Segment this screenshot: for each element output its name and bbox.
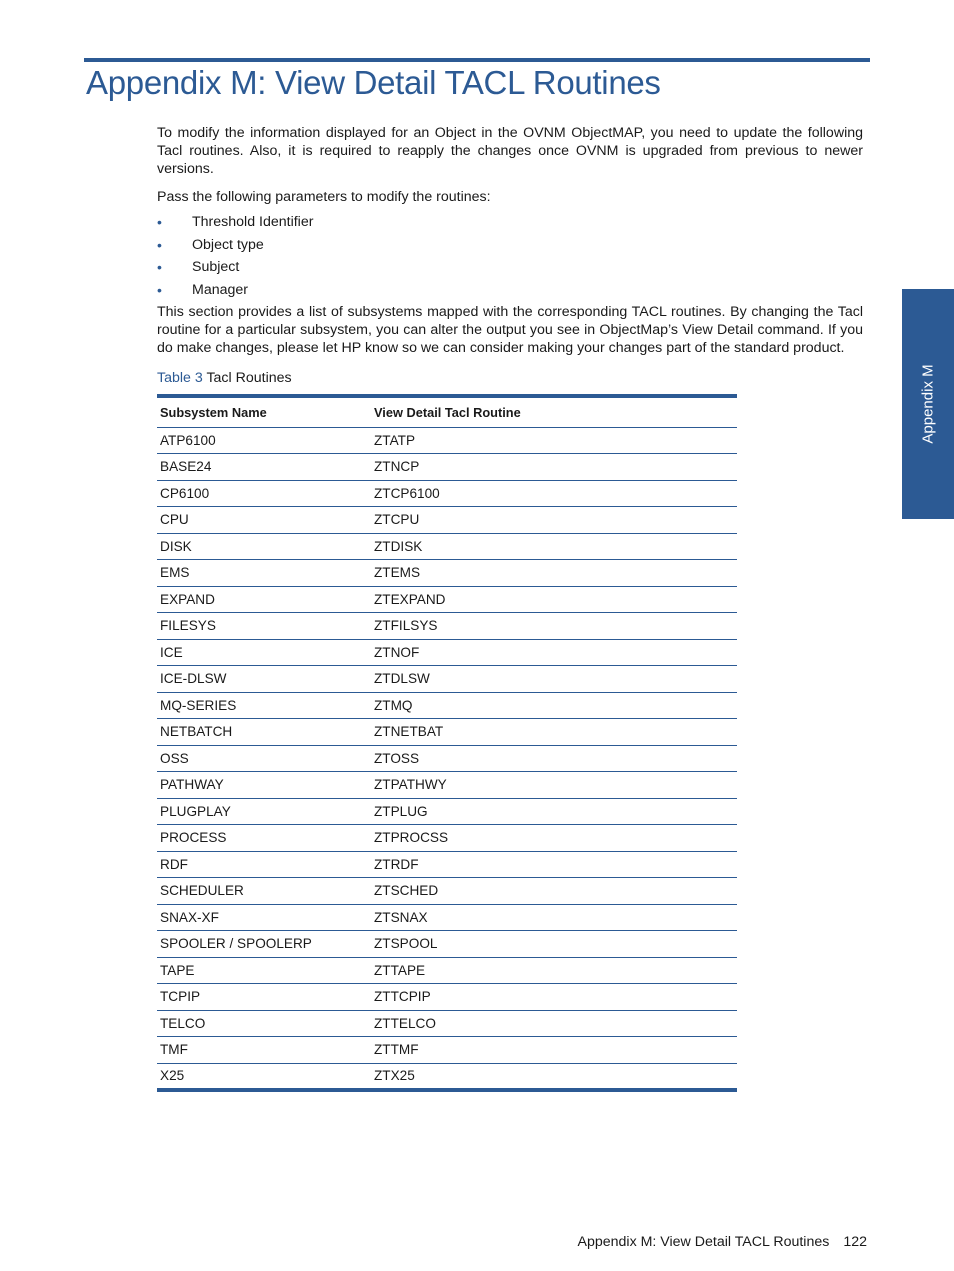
table-row [157,586,737,613]
subsystem-cell: TCPIP [157,984,371,1011]
subsystem-cell: X25 [157,1063,371,1090]
table-row [157,851,737,878]
bullet-icon: • [157,259,162,275]
table-row [157,454,737,481]
table-row [157,825,737,852]
table-row [157,931,737,958]
table-row [157,984,737,1011]
table-row [157,427,737,454]
table-row [157,798,737,825]
routine-cell: ZTDLSW [371,666,737,693]
page-title: Appendix M: View Detail TACL Routines [86,64,661,101]
table-row [157,772,737,799]
subsystem-cell: EMS [157,560,371,587]
intro-paragraph: To modify the information displayed for an Object in the OVNM ObjectMAP, you need to update the following Tacl routines. Also, it is required to reapply the changes once OVNM is upgraded from previous to newer versions. [157,125,863,177]
caption-label: Table 3 [157,370,203,386]
routine-cell: ZTRDF [371,851,737,878]
subsystem-cell: ICE-DLSW [157,666,371,693]
section-paragraph: This section provides a list of subsystems mapped with the corresponding TACL routines. By changing the Tacl routine for a particular subsystem, you can alter the output you see in ObjectMap’s View Detail command. If you do make changes, please let HP know so we can consider making your changes part of the standard product. [157,304,863,356]
routine-cell: ZTPLUG [371,798,737,825]
table-row [157,692,737,719]
bullet-icon: • [157,236,162,253]
footer-title: Appendix M: View Detail TACL Routines [577,1234,830,1250]
subsystem-cell: RDF [157,851,371,878]
routine-cell: ZTPATHWY [371,772,737,799]
subsystem-cell: TMF [157,1037,371,1064]
list-item: • Manager [157,281,248,298]
column-header-subsystem: Subsystem Name [157,396,371,427]
side-tab-label: Appendix M [919,364,937,444]
subsystem-cell: PROCESS [157,825,371,852]
list-item: • Threshold Identifier [157,214,314,230]
table-row [157,560,737,587]
table-row [157,480,737,507]
table-row [157,745,737,772]
table-row [157,613,737,640]
column-header-routine: View Detail Tacl Routine [371,396,737,427]
subsystem-cell: OSS [157,745,371,772]
routine-cell: ZTATP [371,427,737,454]
subsystem-cell: PLUGPLAY [157,798,371,825]
routine-cell: ZTCPU [371,507,737,534]
subsystem-cell: TELCO [157,1010,371,1037]
list-item: • Object type [157,236,264,253]
subsystem-cell: SCHEDULER [157,878,371,905]
subsystem-cell: CP6100 [157,480,371,507]
bullet-icon: • [157,281,162,298]
table-row [157,957,737,984]
params-intro: Pass the following parameters to modify the routines: [157,189,491,205]
table-row [157,1063,737,1090]
table-row [157,507,737,534]
routine-cell: ZTCP6100 [371,480,737,507]
subsystem-cell: DISK [157,533,371,560]
routine-cell: ZTNETBAT [371,719,737,746]
routine-cell: ZTNOF [371,639,737,666]
table-row [157,904,737,931]
routine-cell: ZTSPOOL [371,931,737,958]
subsystem-cell: BASE24 [157,454,371,481]
subsystem-cell: NETBATCH [157,719,371,746]
appendix-side-tab [902,289,954,519]
subsystem-cell: ICE [157,639,371,666]
subsystem-cell: CPU [157,507,371,534]
tacl-routines-table [157,394,737,1092]
routine-cell: ZTSCHED [371,878,737,905]
page-number: 122 [843,1234,867,1250]
routine-cell: ZTEXPAND [371,586,737,613]
subsystem-cell: MQ-SERIES [157,692,371,719]
routine-cell: ZTTAPE [371,957,737,984]
routine-cell: ZTEMS [371,560,737,587]
table-header-row [157,396,737,427]
body-text [157,124,863,387]
routine-cell: ZTPROCSS [371,825,737,852]
table-row [157,1037,737,1064]
table-row [157,878,737,905]
table-row [157,639,737,666]
routine-cell: ZTTMF [371,1037,737,1064]
routine-cell: ZTTELCO [371,1010,737,1037]
page-footer [578,1234,868,1250]
subsystem-cell: SPOOLER / SPOOLERP [157,931,371,958]
subsystem-cell: EXPAND [157,586,371,613]
routine-cell: ZTFILSYS [371,613,737,640]
list-item: • Subject [157,259,240,275]
subsystem-cell: ATP6100 [157,427,371,454]
routine-cell: ZTNCP [371,454,737,481]
title-rule [84,58,870,62]
table-caption [157,369,863,387]
subsystem-cell: FILESYS [157,613,371,640]
routine-cell: ZTX25 [371,1063,737,1090]
routine-cell: ZTSNAX [371,904,737,931]
parameter-list [157,213,863,303]
table-row [157,666,737,693]
routine-cell: ZTOSS [371,745,737,772]
table-row [157,533,737,560]
routine-cell: ZTTCPIP [371,984,737,1011]
table-row [157,719,737,746]
subsystem-cell: TAPE [157,957,371,984]
routine-cell: ZTMQ [371,692,737,719]
subsystem-cell: PATHWAY [157,772,371,799]
bullet-icon: • [157,214,162,230]
caption-text: Tacl Routines [206,370,292,386]
subsystem-cell: SNAX-XF [157,904,371,931]
table-row [157,1010,737,1037]
routine-cell: ZTDISK [371,533,737,560]
